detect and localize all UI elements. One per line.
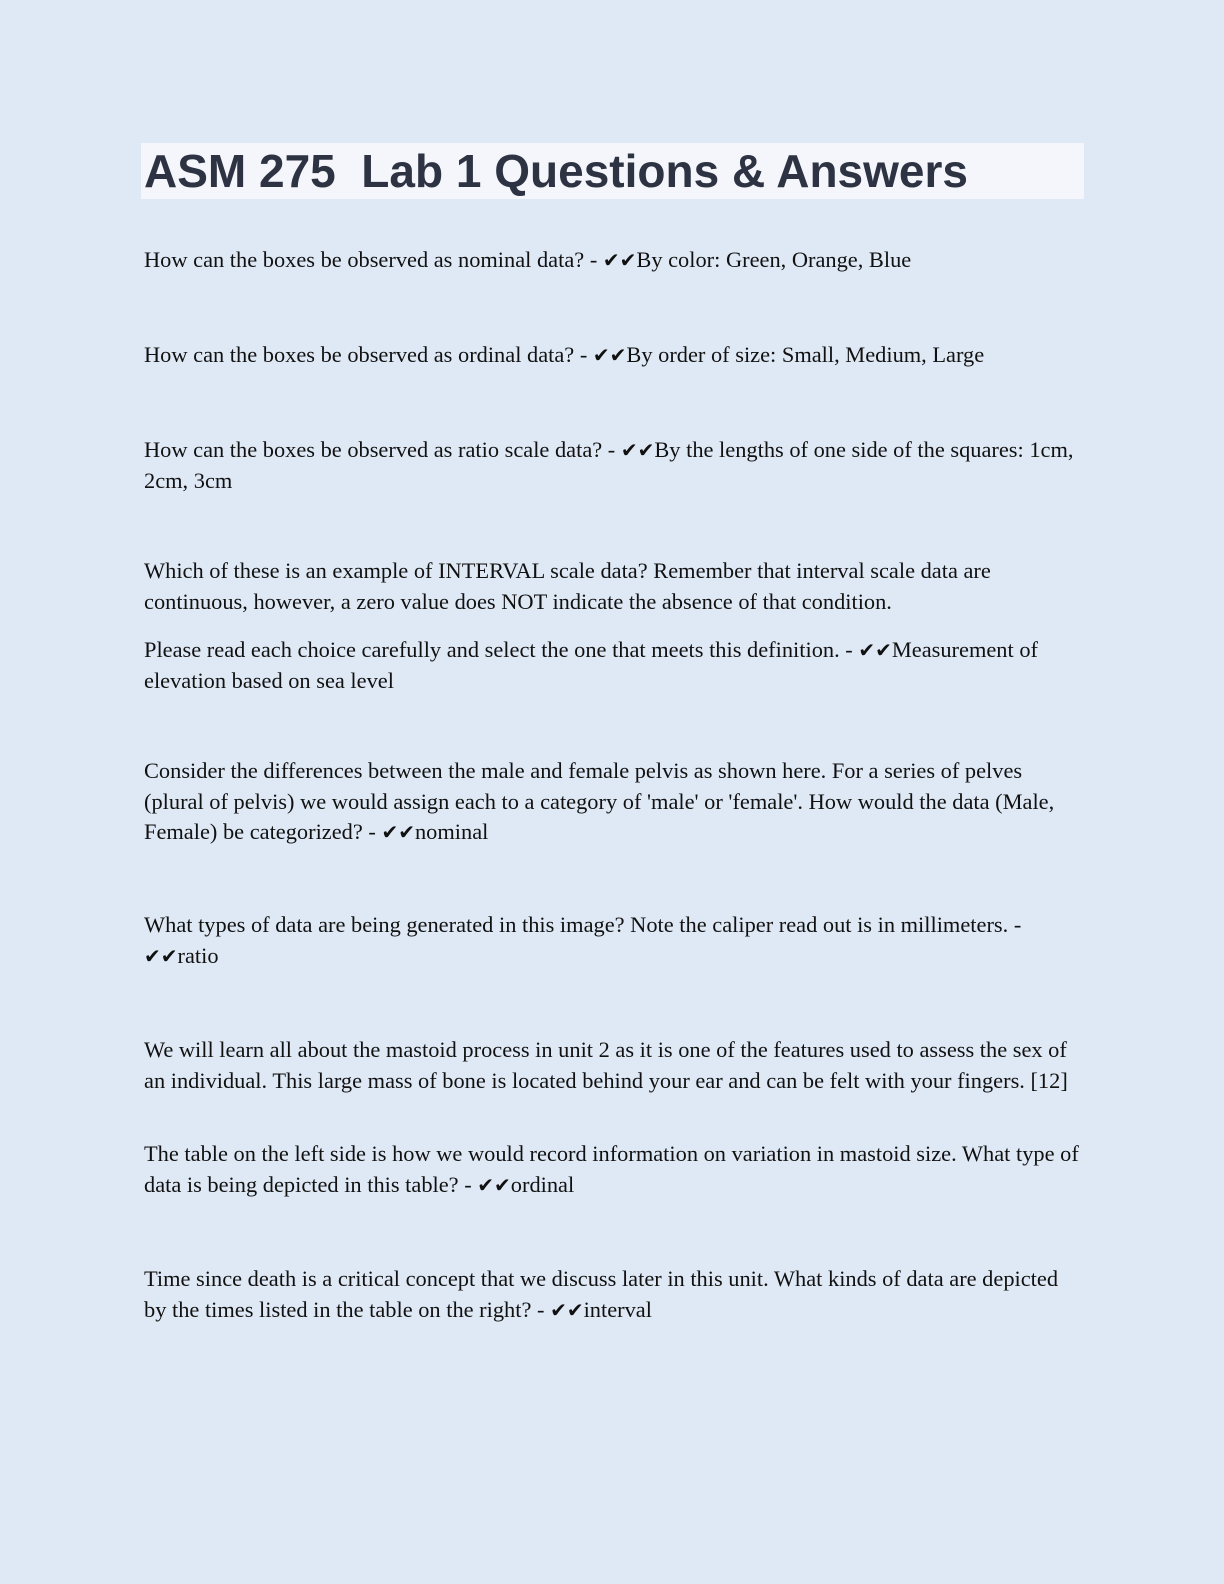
- check-mark-icon: ✔✔: [381, 820, 415, 844]
- question-text: Time since death is a critical concept that we discuss later in this unit. What kinds of data are depicted by the times listed in the table on the right?: [144, 1266, 1059, 1322]
- check-mark-icon: ✔✔: [858, 638, 892, 662]
- question-text: Please read each choice carefully and select the one that meets this definition.: [144, 637, 840, 662]
- answer-separator: -: [839, 637, 859, 662]
- answer-separator: -: [602, 437, 621, 462]
- answer-separator: -: [458, 1171, 478, 1197]
- answer-separator: -: [531, 1296, 551, 1322]
- answer-separator: -: [574, 342, 593, 367]
- question-text: Consider the differences between the male and female pelvis as shown here. For a series of pelves (plural of pelvis) we would assign each to a category of 'male' or 'female'. How would the data (Male, Female) be categorized?: [144, 758, 1055, 844]
- check-mark-icon: ✔✔: [602, 248, 637, 272]
- check-mark-icon: ✔✔: [620, 438, 655, 462]
- question-text: The table on the left side is how we would record information on variation in mastoid size. What type of data is being depicted in this table?: [144, 1141, 1079, 1197]
- qa-item-interval-context: [144, 556, 1084, 617]
- qa-item-nominal: [144, 245, 1084, 276]
- answer-text: nominal: [414, 819, 489, 844]
- qa-item-time-since-death: [144, 1264, 1084, 1325]
- qa-item-ratio-scale: [144, 435, 1084, 496]
- qa-item-mastoid: [144, 1139, 1084, 1200]
- check-mark-icon: ✔✔: [477, 1172, 511, 1197]
- qa-item-pelvis: [144, 756, 1084, 848]
- check-mark-icon: ✔✔: [592, 343, 627, 367]
- question-text: How can the boxes be observed as nominal data?: [144, 247, 585, 272]
- answer-separator: -: [584, 247, 603, 272]
- answer-text: ratio: [177, 942, 219, 968]
- page-title: ASM 275 Lab 1 Questions & Answers: [141, 143, 1084, 199]
- qa-item-interval: [144, 635, 1084, 696]
- question-text: What types of data are being generated in this image? Note the caliper read out is in millimeters.: [144, 912, 1009, 937]
- answer-text: ordinal: [510, 1171, 575, 1197]
- context-text: We will learn all about the mastoid process in unit 2 as it is one of the features used to assess the sex of an individual. This large mass of bone is located behind your ear and can be felt with your fingers. [12]: [144, 1037, 1068, 1093]
- answer-text: interval: [583, 1296, 652, 1322]
- answer-text: Measurement of elevation based on sea level: [144, 637, 1038, 693]
- answer-separator: -: [362, 819, 382, 844]
- qa-item-ordinal: [144, 340, 1084, 371]
- qa-item-mastoid-context: [144, 1035, 1084, 1096]
- answer-text: By color: Green, Orange, Blue: [636, 247, 912, 272]
- question-text: How can the boxes be observed as ordinal data?: [144, 342, 575, 367]
- context-text: Which of these is an example of INTERVAL scale data? Remember that interval scale data are continuous, however, a zero value does NOT indicate the absence of that condition.: [144, 558, 991, 614]
- answer-separator: -: [1008, 912, 1022, 937]
- question-text: How can the boxes be observed as ratio scale data?: [144, 437, 603, 462]
- check-mark-icon: ✔✔: [550, 1297, 584, 1322]
- check-mark-icon: ✔✔: [144, 943, 178, 968]
- qa-item-caliper: [144, 910, 1084, 971]
- answer-text: By the lengths of one side of the squares: 1cm, 2cm, 3cm: [144, 437, 1074, 493]
- answer-text: By order of size: Small, Medium, Large: [626, 342, 985, 367]
